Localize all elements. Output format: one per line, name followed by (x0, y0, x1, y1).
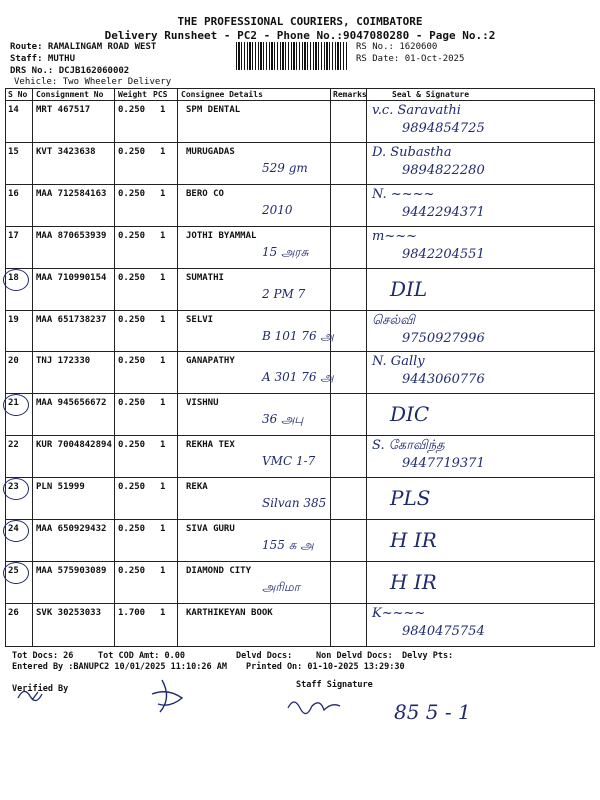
col-divider (594, 88, 595, 647)
row-pcs: 1 (160, 607, 166, 618)
row-weight: 0.250 (118, 272, 146, 283)
row-handwritten-note: 529 gm (262, 160, 308, 175)
row-consignment-no: KVT 3423638 (36, 146, 96, 157)
company-title: THE PROFESSIONAL COURIERS, COIMBATORE (177, 15, 423, 28)
row-signature: m~~~ (372, 228, 418, 244)
col-divider (114, 88, 115, 647)
row-handwritten-note: VMC 1-7 (262, 454, 316, 469)
handwritten-count: 85 5 - 1 (394, 700, 471, 724)
row-consignee-name: BERO CO (186, 188, 224, 199)
header-remarks: Remarks (333, 90, 367, 99)
barcode (236, 42, 348, 70)
row-signature-phone: 9894822280 (402, 162, 485, 178)
row-sno: 25 (8, 565, 19, 576)
row-consignment-no: MAA 945656672 (36, 398, 107, 409)
row-signature: S. கோவிந்த (372, 438, 445, 454)
row-consignee-name: KARTHIKEYAN BOOK (186, 607, 273, 618)
row-consignee-name: DIAMOND CITY (186, 565, 252, 576)
delivered-docs: Delvd Docs: (236, 651, 293, 661)
row-consignment-no: MAA 870653939 (36, 230, 107, 241)
row-sno: 24 (8, 524, 19, 534)
row-divider (5, 477, 595, 478)
printed-on: Printed On: 01-10-2025 13:29:30 (246, 662, 405, 672)
row-pcs: 1 (160, 314, 166, 325)
row-signature: D. Subastha (372, 144, 452, 160)
vehicle-label: Vehicle: Two Wheeler Delivery (14, 77, 172, 87)
row-signature: v.c. Saravathi (372, 103, 461, 118)
row-handwritten-note: 155 க அ (262, 538, 314, 552)
col-divider (366, 88, 367, 647)
row-consignee-name: SPM DENTAL (186, 105, 241, 115)
row-sno: 26 (8, 607, 19, 618)
row-signature: DIC (390, 402, 430, 427)
row-consignee-name: SUMATHI (186, 272, 224, 283)
row-weight: 0.250 (118, 230, 146, 241)
staff-signature (284, 690, 364, 720)
row-circle-mark (3, 478, 29, 500)
row-signature-phone: 9443060776 (402, 372, 485, 388)
row-consignee-name: GANAPATHY (186, 356, 235, 367)
row-pcs: 1 (160, 146, 166, 157)
row-weight: 0.250 (118, 188, 146, 199)
verified-by-label: Verified By (12, 684, 69, 694)
row-sno: 21 (8, 398, 19, 409)
col-divider (5, 88, 6, 647)
row-divider (5, 142, 595, 143)
row-signature-phone: 9840475754 (402, 623, 485, 639)
row-weight: 0.250 (118, 482, 146, 493)
row-sno: 15 (8, 146, 19, 157)
row-signature-phone: 9894854725 (402, 121, 485, 136)
row-pcs: 1 (160, 524, 166, 534)
runsheet-subtitle: Delivery Runsheet - PC2 - Phone No.:9047080280 - Page No.:2 (104, 29, 496, 42)
non-delivered-docs: Non Delvd Docs: (316, 651, 393, 661)
row-pcs: 1 (160, 565, 166, 576)
row-pcs: 1 (160, 482, 166, 493)
row-weight: 0.250 (118, 105, 146, 115)
row-pcs: 1 (160, 105, 166, 115)
row-consignment-no: MAA 710990154 (36, 272, 107, 283)
rs-date: RS Date: 01-Oct-2025 (356, 54, 465, 64)
staff-signature-label: Staff Signature (296, 680, 373, 690)
table-bottom-border (5, 646, 595, 647)
header-consignment: Consignment No (36, 90, 104, 99)
row-signature: N. Gally (372, 354, 425, 370)
row-pcs: 1 (160, 272, 166, 283)
row-pcs: 1 (160, 398, 166, 409)
row-signature: H IR (390, 569, 437, 594)
row-divider (5, 351, 595, 352)
row-circle-mark (3, 269, 29, 291)
row-handwritten-note: 2 PM 7 (262, 286, 306, 301)
col-divider (32, 88, 33, 647)
verifier-signature (12, 668, 212, 728)
row-divider (5, 310, 595, 311)
total-docs: Tot Docs: 26 (12, 651, 74, 661)
row-signature-phone: 9442294371 (402, 204, 485, 220)
row-consignee-name: SELVI (186, 314, 214, 325)
row-pcs: 1 (160, 440, 166, 451)
row-signature-phone: 9750927996 (402, 330, 485, 346)
staff-label: Staff: MUTHU (10, 54, 76, 64)
entered-by: Entered By :BANUPC2 10/01/2025 11:10:26 AM (12, 662, 227, 672)
col-divider (330, 88, 331, 647)
row-circle-mark (3, 520, 29, 542)
row-divider (5, 393, 595, 394)
row-signature: செல்வி (372, 312, 415, 328)
row-weight: 0.250 (118, 356, 146, 367)
row-pcs: 1 (160, 188, 166, 199)
rs-number: RS No.: 1620600 (356, 42, 438, 52)
row-weight: 0.250 (118, 524, 146, 534)
row-consignee-name: JOTHI BYAMMAL (186, 230, 257, 241)
row-circle-mark (3, 562, 29, 584)
row-handwritten-note: அரிமா (262, 579, 300, 594)
row-sno: 18 (8, 272, 19, 283)
row-signature: N. ~~~~ (372, 186, 435, 202)
row-signature-phone: 9842204551 (402, 246, 485, 262)
row-consignment-no: KUR 7004842894 (36, 440, 112, 451)
route-label: Route: RAMALINGAM ROAD WEST (10, 42, 157, 52)
row-weight: 1.700 (118, 607, 146, 618)
row-divider (5, 435, 595, 436)
row-consignment-no: SVK 30253033 (36, 607, 102, 618)
row-divider (5, 519, 595, 520)
row-consignment-no: TNJ 172330 (36, 356, 91, 367)
total-cod: Tot COD Amt: 0.00 (98, 651, 185, 661)
row-pcs: 1 (160, 356, 166, 367)
row-sno: 22 (8, 440, 19, 451)
header-sno: S No (8, 90, 28, 99)
row-signature: PLS (390, 486, 431, 511)
row-handwritten-note: 2010 (262, 202, 293, 217)
row-handwritten-note: 36 அபு (262, 412, 304, 427)
row-weight: 0.250 (118, 146, 146, 157)
row-divider (5, 268, 595, 269)
col-divider (177, 88, 178, 647)
row-signature: H IR (390, 528, 437, 552)
row-divider (5, 226, 595, 227)
row-divider (5, 184, 595, 185)
row-consignee-name: VISHNU (186, 398, 219, 409)
row-sno: 16 (8, 188, 19, 199)
row-weight: 0.250 (118, 440, 146, 451)
row-sno: 19 (8, 314, 19, 325)
row-weight: 0.250 (118, 314, 146, 325)
row-pcs: 1 (160, 230, 166, 241)
row-consignment-no: MAA 575903089 (36, 565, 107, 576)
row-consignee-name: MURUGADAS (186, 146, 235, 157)
row-consignee-name: REKHA TEX (186, 440, 235, 451)
row-signature-phone: 9447719371 (402, 456, 485, 472)
row-divider (5, 603, 595, 604)
header-weight: Weight (118, 90, 147, 99)
row-handwritten-note: 15 அரசு (262, 244, 309, 259)
row-consignment-no: PLN 51999 (36, 482, 85, 493)
row-handwritten-note: Silvan 385 (262, 496, 327, 511)
row-handwritten-note: B 101 76 அ (262, 328, 334, 343)
header-pcs: PCS (153, 90, 168, 99)
table-header-border (5, 100, 595, 101)
row-signature: DIL (390, 276, 428, 301)
delivery-points: Delvy Pts: (402, 651, 454, 661)
row-handwritten-note: A 301 76 அ (262, 370, 334, 385)
row-consignment-no: MAA 712584163 (36, 188, 107, 199)
header-consignee: Consignee Details (181, 90, 263, 99)
row-weight: 0.250 (118, 398, 146, 409)
header-seal-signature: Seal & Signature (392, 90, 470, 99)
row-weight: 0.250 (118, 565, 146, 576)
row-consignment-no: MAA 650929432 (36, 524, 107, 534)
table-top-border (5, 88, 595, 89)
row-consignee-name: REKA (186, 482, 208, 493)
row-consignee-name: SIVA GURU (186, 524, 235, 534)
row-sno: 20 (8, 356, 19, 367)
row-sno: 23 (8, 482, 19, 493)
row-circle-mark (3, 394, 29, 416)
row-consignment-no: MAA 651738237 (36, 314, 107, 325)
drs-label: DRS No.: DCJB162060002 (10, 66, 130, 76)
row-sno: 14 (8, 105, 19, 115)
row-sno: 17 (8, 230, 19, 241)
row-divider (5, 561, 595, 562)
row-consignment-no: MRT 467517 (36, 105, 91, 115)
row-signature: K~~~~ (372, 605, 426, 621)
